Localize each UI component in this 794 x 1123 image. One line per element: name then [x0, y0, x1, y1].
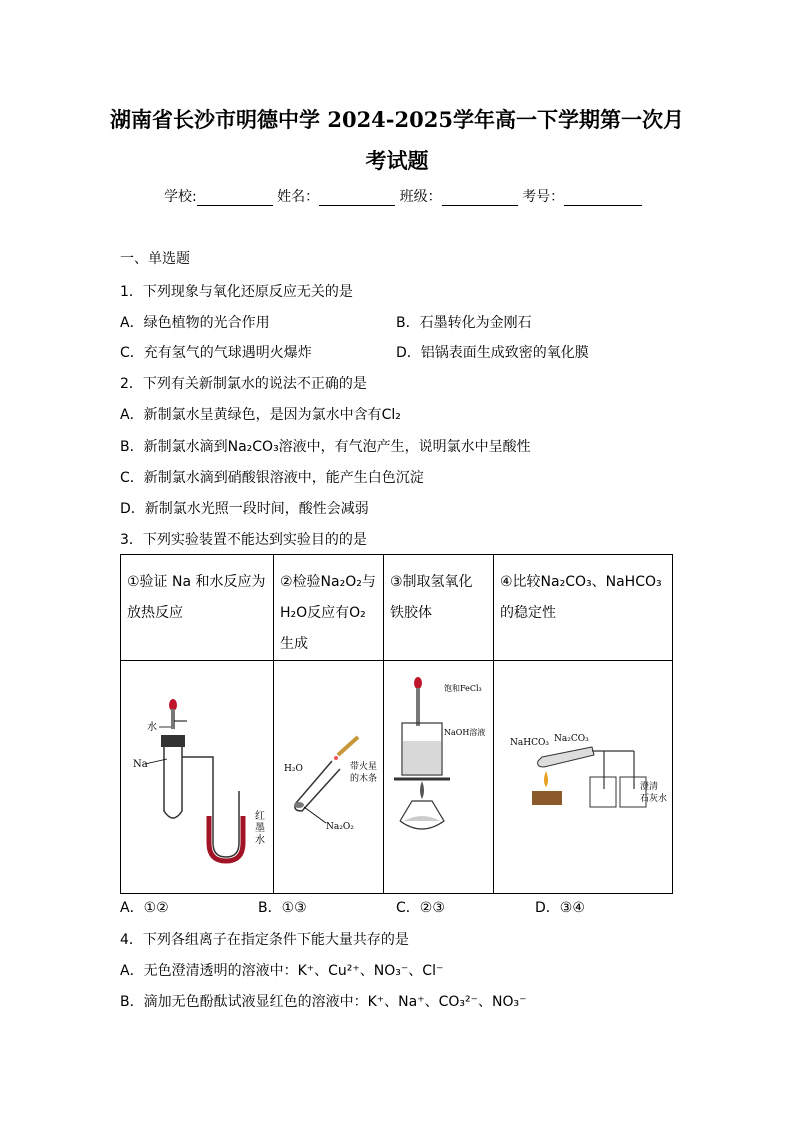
class-blank[interactable] [442, 191, 518, 206]
beaker-icon [590, 777, 616, 807]
student-info-row [164, 186, 642, 206]
fig2-h2o-label: H₂O [284, 764, 303, 774]
fig3-fecl3-label: 饱和FeCl₃ [444, 684, 482, 693]
u-tube-icon [182, 757, 243, 861]
dropper-icon [414, 677, 422, 726]
fig1-ink-label-1: 红 [255, 811, 265, 822]
q1-option-a[interactable]: A．绿色植物的光合作用 [120, 315, 270, 331]
fig2-stick-label-1: 带火星 [350, 762, 378, 772]
q1-option-b[interactable]: B．石墨转化为金刚石 [396, 315, 532, 331]
nested-test-tubes-icon [538, 747, 594, 767]
q3-figure-2 [274, 661, 384, 894]
name-label: 姓名： [277, 189, 320, 205]
fig4-lime-label-2: 石灰水 [640, 794, 668, 804]
q3-option-a[interactable]: A．①② [120, 900, 169, 916]
class-label: 班级： [399, 189, 442, 205]
number-blank[interactable] [564, 191, 642, 206]
number-label: 考号： [522, 189, 565, 205]
q3-header-4: ④比较Na₂CO₃、NaHCO₃ 的稳定性 [494, 555, 673, 661]
q4-option-b[interactable]: B．滴加无色酚酞试液显红色的溶液中：K⁺、Na⁺、CO₃²⁻、NO₃⁻ [120, 994, 527, 1010]
q2-option-c[interactable]: C．新制氯水滴到硝酸银溶液中，能产生白色沉淀 [120, 470, 424, 486]
q2-option-b[interactable]: B．新制氯水滴到Na₂CO₃溶液中，有气泡产生，说明氯水中呈酸性 [120, 439, 531, 455]
q3-figure-3 [384, 661, 494, 894]
q1-option-c[interactable]: C．充有氢气的气球遇明火爆炸 [120, 345, 312, 361]
q3-header-1: ①验证 Na 和水反应为 放热反应 [121, 555, 274, 661]
q3-figure-4 [494, 661, 673, 894]
fig4-lime-label-1: 澄清 [640, 782, 659, 792]
q1-stem: 1．下列现象与氧化还原反应无关的是 [120, 284, 353, 300]
title-line-1: 湖南省长沙市明德中学 2024-2025学年高一下学期第一次月 [110, 107, 684, 132]
q3-option-b[interactable]: B．①③ [258, 900, 307, 916]
glowing-splint-icon [334, 737, 358, 760]
alcohol-lamp-icon [532, 771, 562, 805]
q4-option-a[interactable]: A．无色澄清透明的溶液中：K⁺、Cu²⁺、NO₃⁻、Cl⁻ [120, 963, 444, 979]
fig4-na2co3-label: Na₂CO₃ [554, 734, 589, 744]
section-heading: 一、单选题 [120, 251, 190, 267]
q4-stem: 4．下列各组离子在指定条件下能大量共存的是 [120, 932, 409, 948]
test-tube-icon [164, 747, 182, 818]
school-label: 学校: [164, 189, 197, 205]
q3-header-3: ③制取氢氧化 铁胶体 [384, 555, 494, 661]
q3-option-c[interactable]: C．②③ [396, 900, 445, 916]
dropper-icon [169, 699, 177, 729]
q3-option-d[interactable]: D．③④ [535, 900, 585, 916]
fig1-na-label: Na [133, 759, 148, 770]
q3-stem: 3．下列实验装置不能达到实验目的的是 [120, 532, 367, 548]
beaker-icon [402, 723, 442, 775]
title-line-2: 考试题 [365, 148, 429, 173]
stopper-icon [161, 735, 185, 747]
fig2-stick-label-2: 的木条 [350, 774, 378, 784]
fig4-nahco3-label: NaHCO₃ [510, 738, 549, 748]
q2-option-d[interactable]: D．新制氯水光照一段时间，酸性会减弱 [120, 501, 369, 517]
fig1-water-label: 水 [147, 722, 157, 733]
fig3-naoh-label: NaOH溶液 [444, 728, 486, 737]
q3-header-2: ②检验Na₂O₂与 H₂O反应有O₂ 生成 [274, 555, 384, 661]
name-blank[interactable] [319, 191, 395, 206]
school-blank[interactable] [197, 191, 273, 206]
fig2-na2o2-label: Na₂O₂ [326, 822, 354, 832]
alcohol-lamp-icon [400, 781, 444, 829]
fig1-ink-label-2: 墨 [255, 823, 265, 834]
q2-option-a[interactable]: A．新制氯水呈黄绿色，是因为氯水中含有Cl₂ [120, 407, 401, 423]
q2-stem: 2．下列有关新制氯水的说法不正确的是 [120, 376, 367, 392]
q1-option-d[interactable]: D．铝锅表面生成致密的氧化膜 [396, 345, 589, 361]
q3-apparatus-table [120, 554, 673, 894]
q3-figure-1 [121, 661, 274, 894]
fig1-ink-label-3: 水 [255, 835, 265, 846]
